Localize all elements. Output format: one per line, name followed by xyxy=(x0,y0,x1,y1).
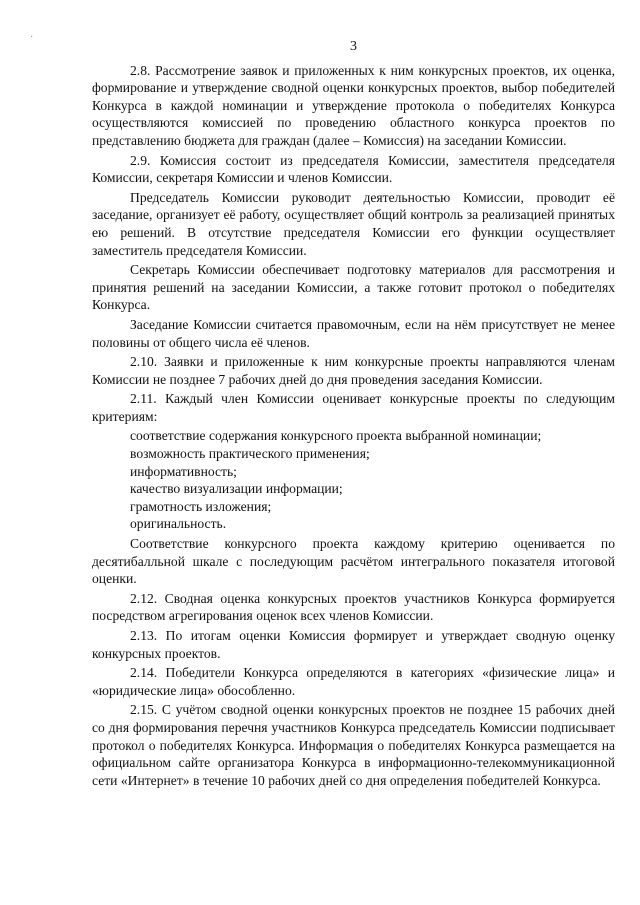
paragraph-2-8: 2.8. Рассмотрение заявок и приложенных к ним конкурсных проектов, их оценка, формирование и утверждение сводной оценки конкурсных проектов, выбор победителей Конкурса в каждой номинации и утверждение протокола о победителях Конкурса осуществляются комиссией по проведению областного конкурса проектов по представлению бюджета для граждан (далее – Комиссия) на заседании Комиссии. xyxy=(92,62,615,148)
scan-dot-mark: · xyxy=(30,32,34,43)
document-page xyxy=(92,38,615,791)
list-item: грамотность изложения; xyxy=(130,498,272,514)
list-item: оригинальность. xyxy=(130,516,227,532)
paragraph-2-9: 2.9. Комиссия состоит из председателя Комиссии, заместителя председателя Комиссии, секретаря Комиссии и членов Комиссии. xyxy=(92,152,615,186)
list-item: возможность практического применения; xyxy=(130,446,370,462)
paragraph-2-13: 2.13. По итогам оценки Комиссия формирует и утверждает сводную оценку конкурсных проектов. xyxy=(92,628,615,661)
paragraph-scoring-scale: Соответствие конкурсного проекта каждому критерию оценивается по десятибалльной шкале с последующим расчётом интегрального показателя итоговой оценки. xyxy=(92,536,615,587)
criteria-list xyxy=(92,427,615,533)
list-item: соответствие содержания конкурсного проекта выбранной номинации; xyxy=(130,428,542,444)
paragraph-2-10: 2.10. Заявки и приложенные к ним конкурсные проекты направляются членам Комиссии не позднее 7 рабочих дней до дня проведения заседания Комиссии. xyxy=(92,354,615,387)
paragraph-2-11: 2.11. Каждый член Комиссии оценивает конкурсные проекты по следующим критериям: xyxy=(92,391,615,424)
paragraph-chairman: Председатель Комиссии руководит деятельностью Комиссии, проводит её заседание, организует её работу, осуществляет общий контроль за реализацией принятых ею решений. В отсутствие председателя Комиссии его функции осуществляет заместитель председателя Комиссии. xyxy=(92,189,615,258)
list-item: информативность; xyxy=(130,463,237,479)
list-item: качество визуализации информации; xyxy=(130,481,343,497)
paragraph-2-12: 2.12. Сводная оценка конкурсных проектов участников Конкурса формируется посредством агрегирования оценок всех членов Комиссии. xyxy=(92,590,615,624)
paragraph-2-14: 2.14. Победители Конкурса определяются в категориях «физические лица» и «юридические лица» обособленно. xyxy=(92,665,615,698)
paragraph-2-15: 2.15. С учётом сводной оценки конкурсных проектов не позднее 15 рабочих дней со дня формирования перечня участников Конкурса председатель Комиссии подписывает протокол о победителях Конкурса. Информация о победителях Конкурса размещается на официальном сайте организатора Конкурса в информационно-телекоммуникационной сети «Интернет» в течение 10 рабочих дней со дня определения победителей Конкурса. xyxy=(92,702,615,788)
paragraph-secretary: Секретарь Комиссии обеспечивает подготовку материалов для рассмотрения и принятия решений на заседании Комиссии, а также готовит протокол о победителях Конкурса. xyxy=(92,262,615,313)
page-number: 3 xyxy=(350,39,357,54)
paragraph-quorum: Заседание Комиссии считается правомочным, если на нём присутствует не менее половины от общего числа её членов. xyxy=(92,316,615,350)
